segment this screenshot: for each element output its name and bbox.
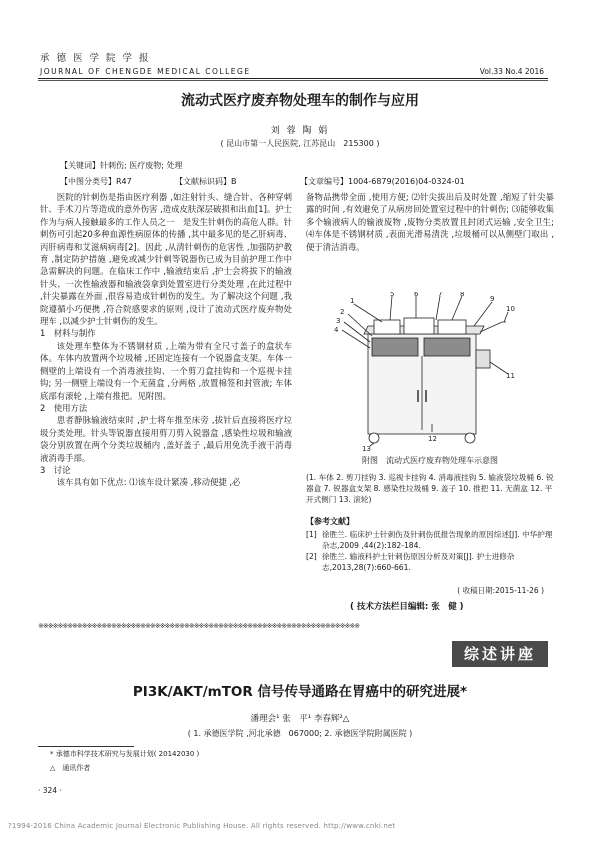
- references-heading: 【参考文献】: [306, 517, 354, 526]
- article-affiliation: ( 昆山市第一人民医院, 江苏昆山 215300 ): [220, 139, 380, 148]
- reference-item: [306, 530, 554, 551]
- article-authors: 刘 蓉 陶 娟: [270, 126, 330, 136]
- wheel-left: [369, 433, 379, 443]
- received-date: ( 收稿日期:2015-11-26 ): [457, 586, 544, 595]
- reference-number: [1]: [306, 530, 317, 539]
- section-label-box: 综述讲座: [452, 641, 548, 667]
- label-1: 1: [350, 297, 355, 305]
- page-number: · 324 ·: [38, 786, 62, 795]
- footnote-corresponding: △ 通讯作者: [50, 764, 91, 772]
- label-5: 5: [390, 292, 395, 298]
- header-rule-thin: [38, 80, 548, 81]
- wheel-right: [465, 433, 475, 443]
- volume-info: Vol.33 No.4 2016: [479, 67, 544, 76]
- figure-caption: 附图 流动式医疗废弃物处理车示意图: [362, 456, 498, 465]
- label-2: 2: [340, 308, 345, 316]
- reference-text: 徐胜兰. 临床护士针刺伤及针刺伤低报告现象的原因综述[J]. 中华护理杂志,2009 ,44(2):182-184.: [322, 530, 553, 550]
- paragraph-usage: 患者静脉输液结束时 ,护士将车推至床旁 ,拔针后直接将医疗垃圾分类处理。针头等锐器直接用剪刀剪入锐器盒 ,感染性垃圾和输液袋分别放置在两个分类垃圾桶内 ,盖好盖子 ,最后用免洗手液干消毒液消毒手部。: [40, 415, 292, 463]
- label-4: 4: [334, 326, 339, 334]
- label-10: 10: [506, 305, 515, 313]
- footnote-rule: [38, 746, 134, 747]
- side-panel-left: [372, 338, 418, 356]
- bin-infusion-bag: [374, 320, 400, 334]
- decorative-separator: ※※※※※※※※※※※※※※※※※※※※※※※※※※※※※※※※※※※※※※※※※※※※※※※※※※※※※※※※※※※※※※※※※※: [38, 622, 360, 630]
- section-heading-materials: 1 材料与制作: [40, 328, 96, 339]
- reference-item: [306, 552, 554, 573]
- figure-legend: (1. 车体 2. 剪刀挂钩 3. 巡视卡挂钩 4. 消毒液挂钩 5. 输液袋垃圾桶 6. 锐器盒 7. 锐器盒支架 8. 感染性垃圾桶 9. 盖子 10. 推把 11. 无菌盒 12. 平开式侧门 13. 滚轮): [306, 473, 554, 504]
- footnote-fund: * 承德市科学技术研究与发展计划( 20142030 ): [50, 750, 200, 758]
- keywords: 【关键词】针刺伤; 医疗废物; 处理: [60, 161, 183, 170]
- paragraph-discussion: 该车具有如下优点: ⑴该车设计紧凑 ,移动便捷 ,必: [56, 477, 241, 488]
- paragraph-materials: 该处理车整体为不锈钢材质 ,上端为带有全尺寸盖子的盒状车体。车体内放置两个垃圾桶 ,还固定连接有一个锐器盒支架。车体一侧壁的上端设有一个消毒液挂钩、一个剪刀盒挂钩和一个巡视卡挂钩; 另一侧壁上端设有一个无菌盒 ,分两格 ,放置棉签和封管液; 车体底部有滚轮 ,上端有推把。见附图。: [40, 340, 292, 401]
- header-rule: [38, 78, 548, 79]
- cart-diagram: [332, 292, 518, 452]
- reference-number: [2]: [306, 552, 317, 561]
- label-9: 9: [490, 295, 495, 303]
- clc-number: 【中图分类号】R47: [60, 177, 132, 186]
- label-11: 11: [506, 372, 515, 380]
- section-editor: ( 技术方法栏目编辑: 张 健 ): [350, 602, 464, 612]
- section-heading-usage: 2 使用方法: [40, 402, 88, 413]
- label-13: 13: [362, 445, 371, 452]
- document-code: 【文献标识码】B: [175, 177, 237, 186]
- bin-infectious: [438, 320, 466, 334]
- left-column: [40, 191, 292, 489]
- copyright-line: ?1994-2016 China Academic Journal Electronic Publishing House. All rights reserved. http://www.cnki.net: [8, 822, 396, 830]
- next-article-affiliation: ( 1. 承德医学院 ,河北承德 067000; 2. 承德医学院附属医院 ): [187, 729, 413, 738]
- article-number: 【文章编号】1004-6879(2016)04-0324-01: [300, 177, 465, 186]
- next-article-authors: 潘理会¹ 张 平¹ 李春辉²△: [250, 714, 350, 724]
- paragraph-discussion-cont: 备物品携带全面 ,使用方便; ⑵针尖拔出后及时处置 ,缩短了针尖暴露的时间 ,有效避免了从病房回处置室过程中的针刺伤; ⑶能够收集多个输液病人的输液废物 ,废物分类放置且封闭式运输 ,安全卫生; ⑷车体是不锈钢材质 ,表面光滑易清洗 ,垃圾桶可以从侧壁门取出 ,便于清洁消毒。: [306, 192, 554, 252]
- journal-title-cn: 承德医学院学报: [40, 53, 156, 64]
- sterile-box: [476, 350, 490, 368]
- label-12: 12: [428, 435, 437, 443]
- reference-text: 徐胜兰. 输液科护士针刺伤原因分析及对策[J]. 护士进修杂志,2013,28(7):660-661.: [322, 552, 515, 572]
- references-list: [306, 530, 554, 574]
- label-7: 7: [438, 292, 443, 298]
- next-article-title: PI3K/AKT/mTOR 信号传导通路在胃癌中的研究进展*: [132, 684, 468, 700]
- article-title: 流动式医疗废弃物处理车的制作与应用: [181, 93, 419, 109]
- right-column: [306, 191, 554, 253]
- sharps-box: [404, 318, 434, 334]
- section-heading-discussion: 3 讨论: [40, 464, 71, 475]
- label-6: 6: [414, 292, 419, 298]
- side-panel-right: [424, 338, 470, 356]
- label-3: 3: [336, 317, 341, 325]
- label-8: 8: [460, 292, 465, 298]
- journal-title-en: JOURNAL OF CHENGDE MEDICAL COLLEGE: [40, 67, 251, 76]
- paragraph-intro: 医院的针刺伤是指由医疗利器 ,如注射针头、缝合针、各种穿刺针、手术刀片等造成的意外伤害 ,造成皮肤深层破损和出血[1]。护士作为与病人接触最多的工作人员之一 是发生针刺伤的高危人群。针刺伤可引起20多种血源性病原体的传播 ,其中最多见的是乙肝病毒、丙肝病毒和艾滋病病毒[2]。因此 ,从清针刺伤的危害性 ,加强防护教育 ,制定防护措施 ,避免或减少针刺等锐器伤已成为目前护理工作中急需解决的问题。在临床工作中 ,输液结束后 ,护士会将拔下的输液针头、一次性输液器和输液袋拿到处置室进行分类处理 ,在此过程中 ,针尖暴露在外面 ,很容易造成针刺伤的发生。为了解决这个问题 ,我院遵循小巧便携 ,符合院感要求的原则 ,设计了流动式医疗废弃物处理车 ,以减少护士针刺伤的发生。: [40, 192, 292, 327]
